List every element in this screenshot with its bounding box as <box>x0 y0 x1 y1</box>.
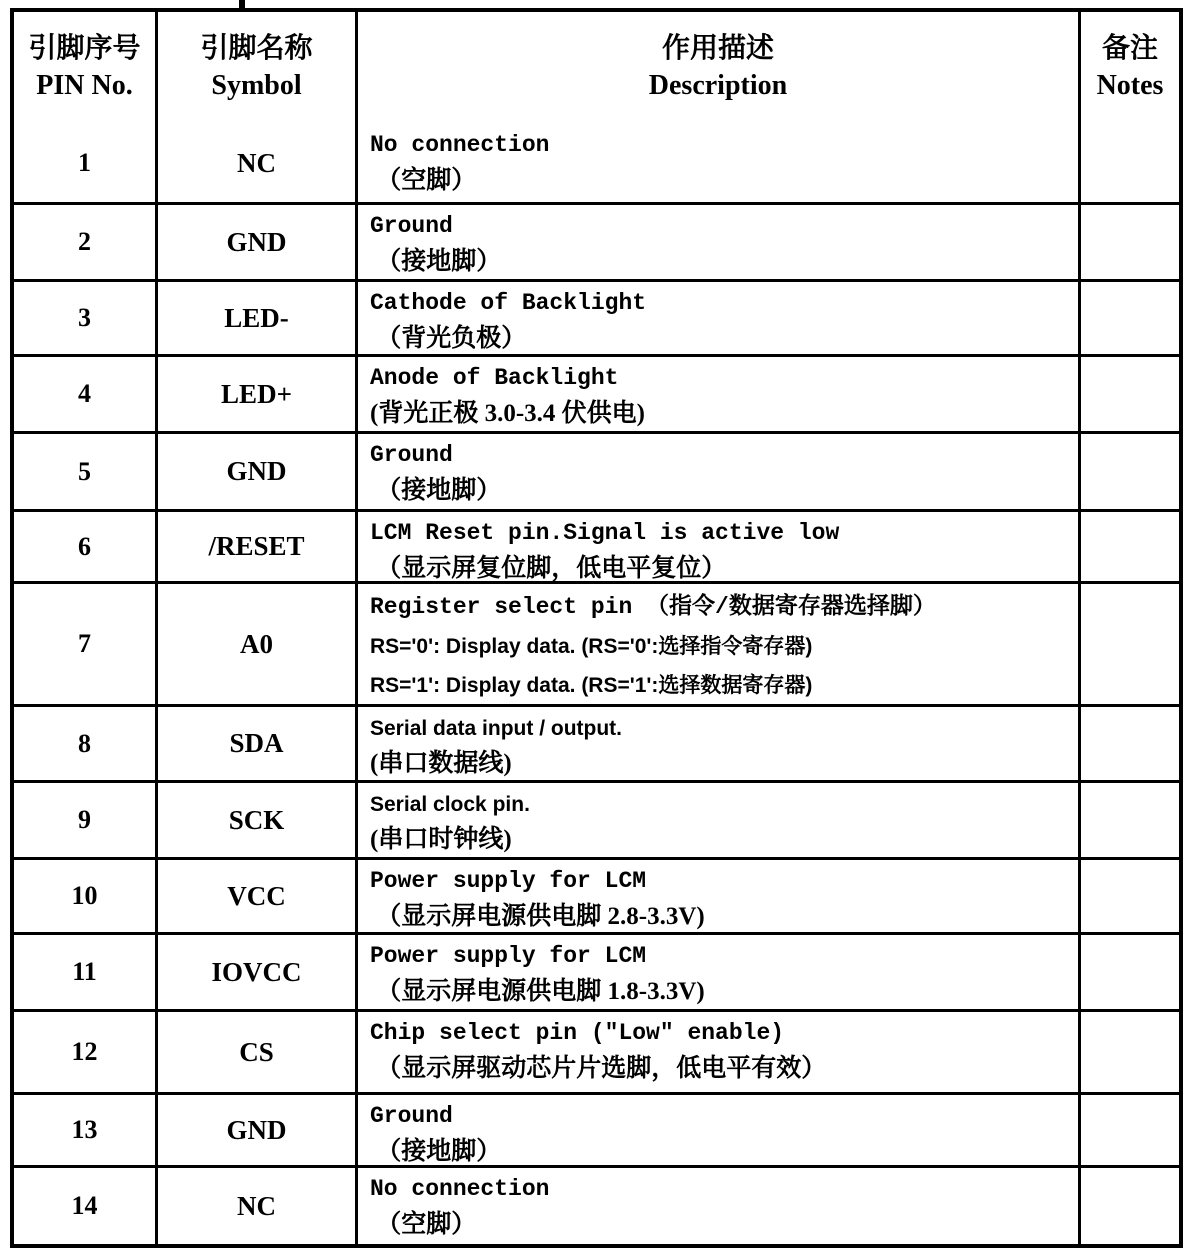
header-notes-zh: 备注 <box>1101 33 1158 64</box>
pin-number-cell: 4 <box>78 379 91 408</box>
pin-description-cell <box>355 935 1078 1009</box>
description-line: （接地脚） <box>370 1138 502 1165</box>
pin-description-cell <box>355 1012 1078 1092</box>
pin-number-cell: 7 <box>78 629 91 658</box>
notes-cell <box>1078 935 1179 1009</box>
notes-cell <box>1078 860 1179 932</box>
description-line: (背光正极 3.0-3.4 伏供电) <box>370 400 645 427</box>
pin-description-cell <box>355 860 1078 932</box>
header-pin-no <box>14 12 155 124</box>
notes-cell <box>1078 707 1179 780</box>
pin-number-cell: 3 <box>78 303 91 332</box>
notes-cell <box>1078 282 1179 354</box>
pin-description-cell <box>355 205 1078 279</box>
pin-description-cell <box>355 1095 1078 1165</box>
description-line: (串口数据线) <box>370 750 512 777</box>
description-line: LCM Reset pin.Signal is active low <box>370 520 840 546</box>
pin-number-cell: 1 <box>78 148 91 177</box>
table-row <box>14 1092 1179 1165</box>
pin-symbol-cell: GND <box>155 1095 355 1165</box>
description-line: Register select pin （指令/数据寄存器选择脚） <box>370 594 936 620</box>
pin-symbol-cell: A0 <box>155 584 355 704</box>
pin-number-cell: 13 <box>71 1115 98 1144</box>
pin-symbol-cell: NC <box>155 124 355 202</box>
pin-description-cell <box>355 584 1078 704</box>
header-description <box>355 12 1078 124</box>
table-row <box>14 1165 1179 1244</box>
header-symbol-zh: 引脚名称 <box>200 33 313 64</box>
notes-cell <box>1078 1012 1179 1092</box>
pin-symbol-cell: IOVCC <box>155 935 355 1009</box>
header-pin-no-zh: 引脚序号 <box>28 33 141 64</box>
description-line: （显示屏复位脚，低电平复位） <box>370 555 727 581</box>
notes-cell <box>1078 783 1179 857</box>
notes-cell <box>1078 434 1179 509</box>
description-line: （显示屏电源供电脚 2.8-3.3V) <box>370 903 705 930</box>
pin-symbol-cell: /RESET <box>155 512 355 581</box>
pin-description-cell <box>355 1168 1078 1244</box>
pin-symbol-cell: CS <box>155 1012 355 1092</box>
pin-number-cell: 14 <box>71 1191 98 1220</box>
description-line: （接地脚） <box>370 477 502 504</box>
pin-description-cell <box>355 783 1078 857</box>
notes-cell <box>1078 584 1179 704</box>
table-row <box>14 509 1179 581</box>
pin-symbol-cell: SDA <box>155 707 355 780</box>
pin-number-cell: 10 <box>71 881 98 910</box>
pin-description-table <box>10 8 1183 1248</box>
table-row <box>14 124 1179 202</box>
notes-cell <box>1078 357 1179 431</box>
pin-number-cell: 6 <box>78 531 91 561</box>
pin-description-cell <box>355 707 1078 780</box>
description-line: Ground <box>370 442 453 468</box>
description-line: RS='1': Display data. (RS='1':选择数据寄存器) <box>370 674 813 697</box>
table-row <box>14 279 1179 354</box>
pin-symbol-cell: NC <box>155 1168 355 1244</box>
pin-number-cell: 8 <box>78 728 91 758</box>
pin-description-cell <box>355 282 1078 354</box>
description-line: （空脚） <box>370 167 477 194</box>
pin-number-cell: 2 <box>78 227 91 256</box>
pin-number-cell: 5 <box>78 456 91 486</box>
description-line: Cathode of Backlight <box>370 290 647 316</box>
pin-symbol-cell: GND <box>155 205 355 279</box>
table-header-row <box>14 12 1179 124</box>
table-row <box>14 857 1179 932</box>
pin-description-cell <box>355 512 1078 581</box>
pin-symbol-cell: VCC <box>155 860 355 932</box>
pin-description-cell <box>355 434 1078 509</box>
header-symbol <box>155 12 355 124</box>
table-row <box>14 202 1179 279</box>
pin-symbol-cell: LED+ <box>155 357 355 431</box>
pin-symbol-cell: LED- <box>155 282 355 354</box>
description-line: Power supply for LCM <box>370 943 647 969</box>
pin-symbol-cell: GND <box>155 434 355 509</box>
description-line: （空脚） <box>370 1211 477 1238</box>
description-line: （背光负极） <box>370 325 527 352</box>
description-line: Ground <box>370 1103 453 1129</box>
description-line: No connection <box>370 1176 550 1202</box>
table-row <box>14 1009 1179 1092</box>
notes-cell <box>1078 124 1179 202</box>
description-line: Serial clock pin. <box>370 793 530 816</box>
notes-cell <box>1078 1095 1179 1165</box>
description-line: （接地脚） <box>370 248 502 275</box>
description-line: （显示屏电源供电脚 1.8-3.3V) <box>370 978 705 1005</box>
description-line: Serial data input / output. <box>370 717 622 740</box>
notes-cell <box>1078 512 1179 581</box>
table-row <box>14 704 1179 780</box>
pin-description-cell <box>355 357 1078 431</box>
pin-number-cell: 11 <box>72 957 97 986</box>
header-description-zh: 作用描述 <box>661 33 774 64</box>
header-notes-en: Notes <box>1096 70 1164 101</box>
header-symbol-en: Symbol <box>211 70 302 101</box>
description-line: Power supply for LCM <box>370 868 647 894</box>
table-row <box>14 431 1179 509</box>
description-line: Anode of Backlight <box>370 365 619 391</box>
description-line: Chip select pin ("Low" enable) <box>370 1020 785 1046</box>
description-line: Ground <box>370 213 453 239</box>
notes-cell <box>1078 1168 1179 1244</box>
pin-number-cell: 12 <box>71 1037 98 1066</box>
description-line: RS='0': Display data. (RS='0':选择指令寄存器) <box>370 635 813 658</box>
table-row <box>14 354 1179 431</box>
table-row <box>14 780 1179 857</box>
table-body <box>14 124 1179 1244</box>
header-notes <box>1078 12 1179 124</box>
header-description-en: Description <box>648 70 788 101</box>
pin-description-cell <box>355 124 1078 202</box>
header-pin-no-en: PIN No. <box>36 70 133 101</box>
table-row <box>14 581 1179 704</box>
table-row <box>14 932 1179 1009</box>
description-line: No connection <box>370 132 550 158</box>
description-line: (串口时钟线) <box>370 826 512 853</box>
pin-number-cell: 9 <box>78 805 91 834</box>
description-line: （显示屏驱动芯片片选脚，低电平有效） <box>370 1055 827 1082</box>
notes-cell <box>1078 205 1179 279</box>
pin-symbol-cell: SCK <box>155 783 355 857</box>
